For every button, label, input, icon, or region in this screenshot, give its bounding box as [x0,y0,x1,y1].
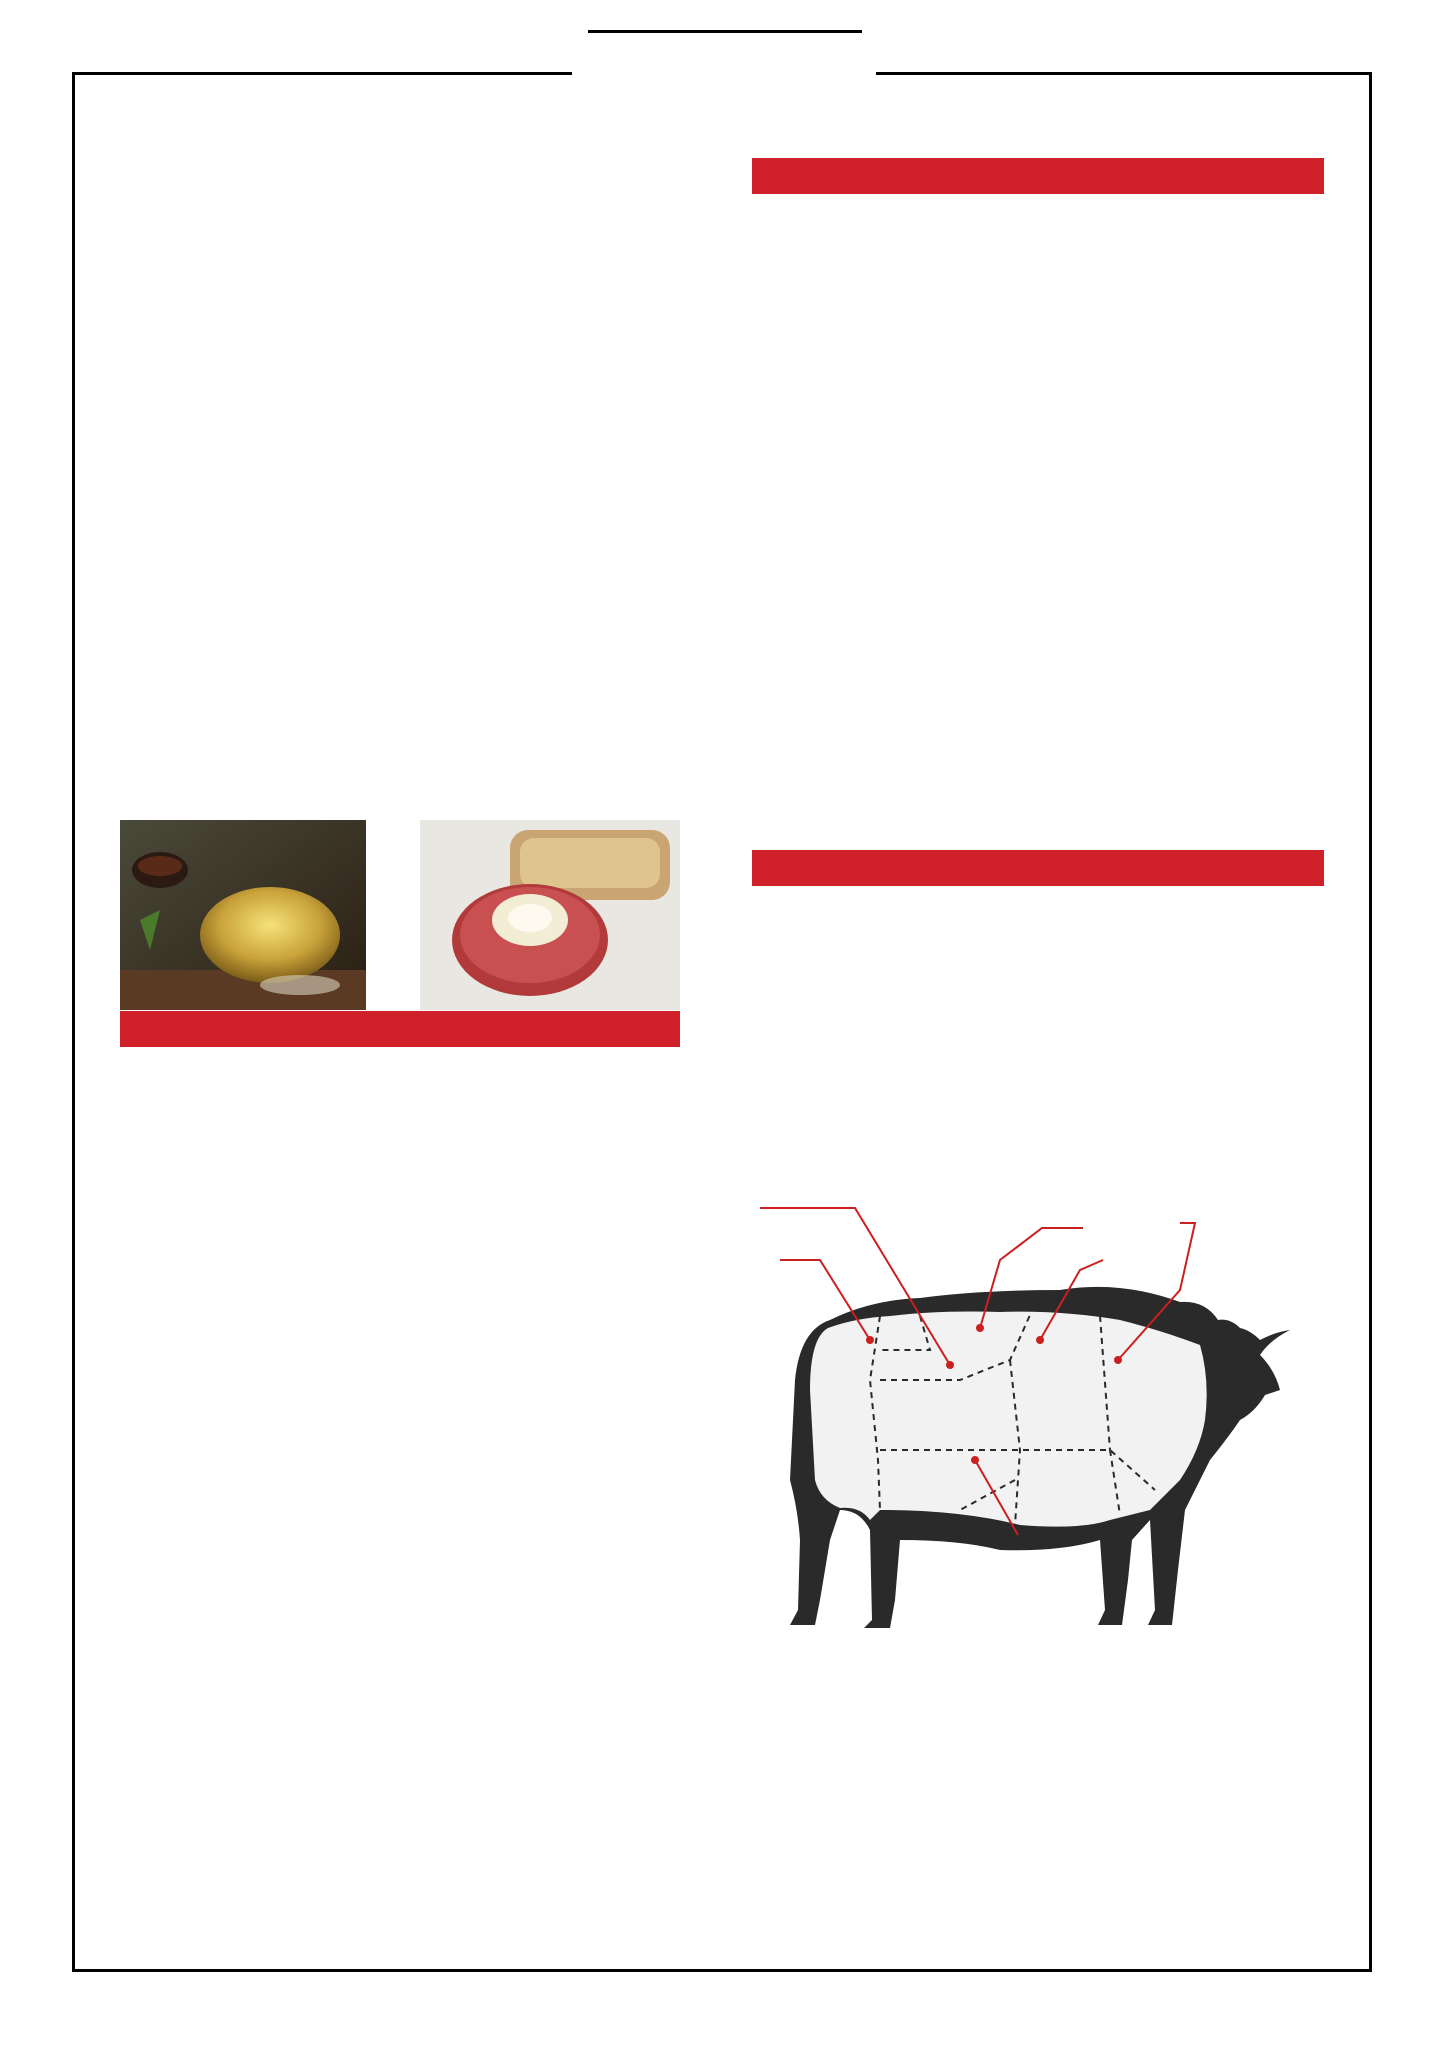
bottom-icon-row [0,1982,1448,2042]
left-diamond-column [20,110,60,1940]
sides-band [752,850,1324,886]
golden-steak-photo [120,820,366,1010]
tartare-photo [420,820,680,1010]
steaks-band [752,158,1324,194]
frame-top-right [876,72,1372,75]
salads-band [120,1011,680,1047]
frame-top-left [72,72,572,75]
logo-underline [588,30,862,33]
top-icon-row [0,12,1448,72]
right-diamond-column [1388,110,1428,1940]
logo [580,28,870,37]
beef-cuts-diagram [760,1180,1320,1680]
